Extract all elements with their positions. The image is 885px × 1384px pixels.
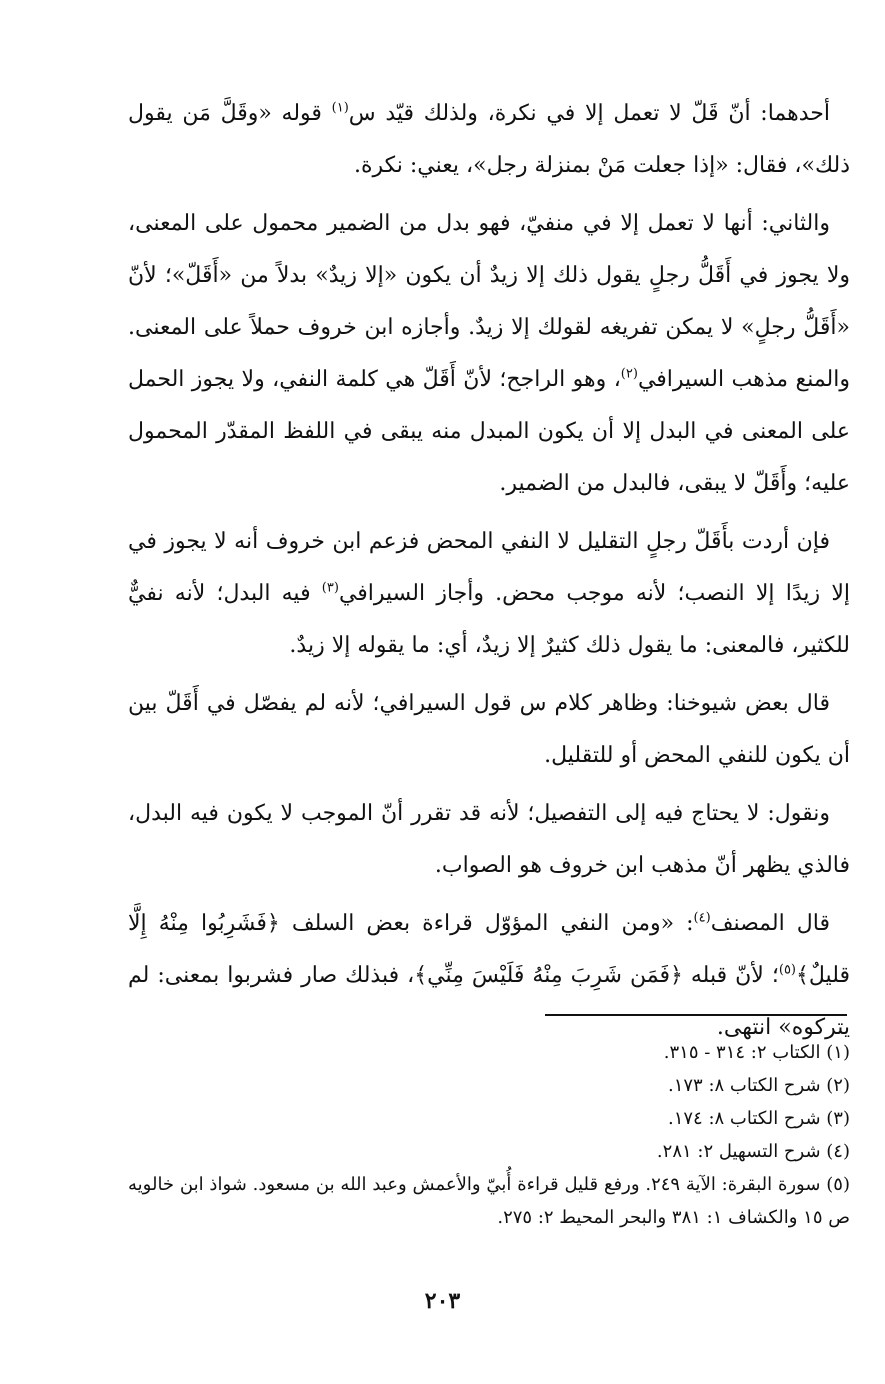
main-text	[128, 88, 850, 1060]
footnotes	[128, 1036, 850, 1234]
paragraph-5	[128, 788, 850, 892]
footnote-4: (٤) شرح التسهيل ٢: ٢٨١.	[656, 1141, 850, 1162]
footnote-2: (٢) شرح الكتاب ٨: ١٧٣.	[667, 1075, 850, 1096]
footnote-ref-1: (١)	[331, 100, 349, 116]
text-run: فإن أردت بأَقَلّ رجلٍ التقليل لا النفي المحض فزعم ابن خروف أنه لا يجوز في إلا زيدًا إلا النصب؛ لأنه موجب محض. وأجاز السيرافي	[128, 529, 850, 606]
footnote-3: (٣) شرح الكتاب ٨: ١٧٤.	[667, 1108, 850, 1129]
text-run: فيه البدل؛ لأنه نفيٌّ للكثير، فالمعنى: ما يقول ذلك كثيرٌ إلا زيدٌ، أي: ما يقوله إلا زيدٌ.	[128, 581, 850, 658]
footnote-ref-5: (٥)	[778, 962, 796, 978]
text-run: ونقول: لا يحتاج فيه إلى التفصيل؛ لأنه قد تقرر أنّ الموجب لا يكون فيه البدل، فالذي يظهر أنّ مذهب ابن خروف هو الصواب.	[128, 801, 850, 878]
footnote-ref-3: (٣)	[321, 580, 339, 596]
text-run: قال بعض شيوخنا: وظاهر كلام س قول السيرافي؛ لأنه لم يفصّل في أَقَلّ بين أن يكون للنفي المحض أو للتقليل.	[128, 691, 850, 768]
page-number: ٢٠٣	[424, 1288, 461, 1314]
paragraph-2	[128, 198, 850, 510]
text-run: ، وهو الراجح؛ لأنّ أَقَلّ هي كلمة النفي، ولا يجوز الحمل على المعنى في البدل إلا أن يكون المبدل منه يبقى في اللفظ المقدّر المحمول عليه؛ وأَقَلّ لا يبقى، فالبدل من الضمير.	[128, 367, 850, 496]
text-run: والثاني: أنها لا تعمل إلا في منفيّ، فهو بدل من الضمير محمول على المعنى، ولا يجوز في أَقَلُّ رجلٍ يقول ذلك إلا زيدٌ أن يكون «إلا زيدٌ» بدلاً من «أَقَلّ»؛ لأنّ «أَقَلُّ رجلٍ» لا يمكن تفريغه لقولك إلا زيدٌ. وأجازه ابن خروف حملاً على المعنى. والمنع مذهب السيرافي	[128, 211, 850, 392]
footnote-ref-4: (٤)	[693, 910, 711, 926]
text-run: ؛ لأنّ قبله ﴿فَمَن شَرِبَ مِنْهُ فَلَيْسَ مِنِّي﴾، فبذلك صار فشربوا بمعنى: لم يتركوه» انتهى.	[128, 963, 850, 1040]
paragraph-1	[128, 88, 850, 192]
footnote-5: (٥) سورة البقرة: الآية ٢٤٩. ورفع قليل قراءة أُبيّ والأعمش وعبد الله بن مسعود. شواذ ابن خالويه ص ١٥ والكشاف ١: ٣٨١ والبحر المحيط ٢: ٢٧٥.	[128, 1174, 850, 1228]
text-run: قال المصنف	[710, 911, 830, 936]
paragraph-6	[128, 898, 850, 1054]
text-run: : «ومن النفي المؤوّل قراءة بعض السلف ﴿فَشَرِبُوا مِنْهُ إِلَّا قليلٌ﴾	[128, 911, 850, 988]
footnote-1: (١) الكتاب ٢: ٣١٤ - ٣١٥.	[663, 1042, 850, 1063]
text-run: أحدهما: أنّ قَلّ لا تعمل إلا في نكرة، ولذلك قيّد س	[348, 101, 831, 126]
text-run: قوله «وقَلَّ مَن يقول ذلك»، فقال: «إذا جعلت مَنْ بمنزلة رجل»، يعني: نكرة.	[128, 101, 850, 178]
footnote-separator	[545, 1014, 847, 1016]
footnote-ref-2: (٢)	[620, 366, 638, 382]
paragraph-3	[128, 516, 850, 672]
paragraph-4	[128, 678, 850, 782]
